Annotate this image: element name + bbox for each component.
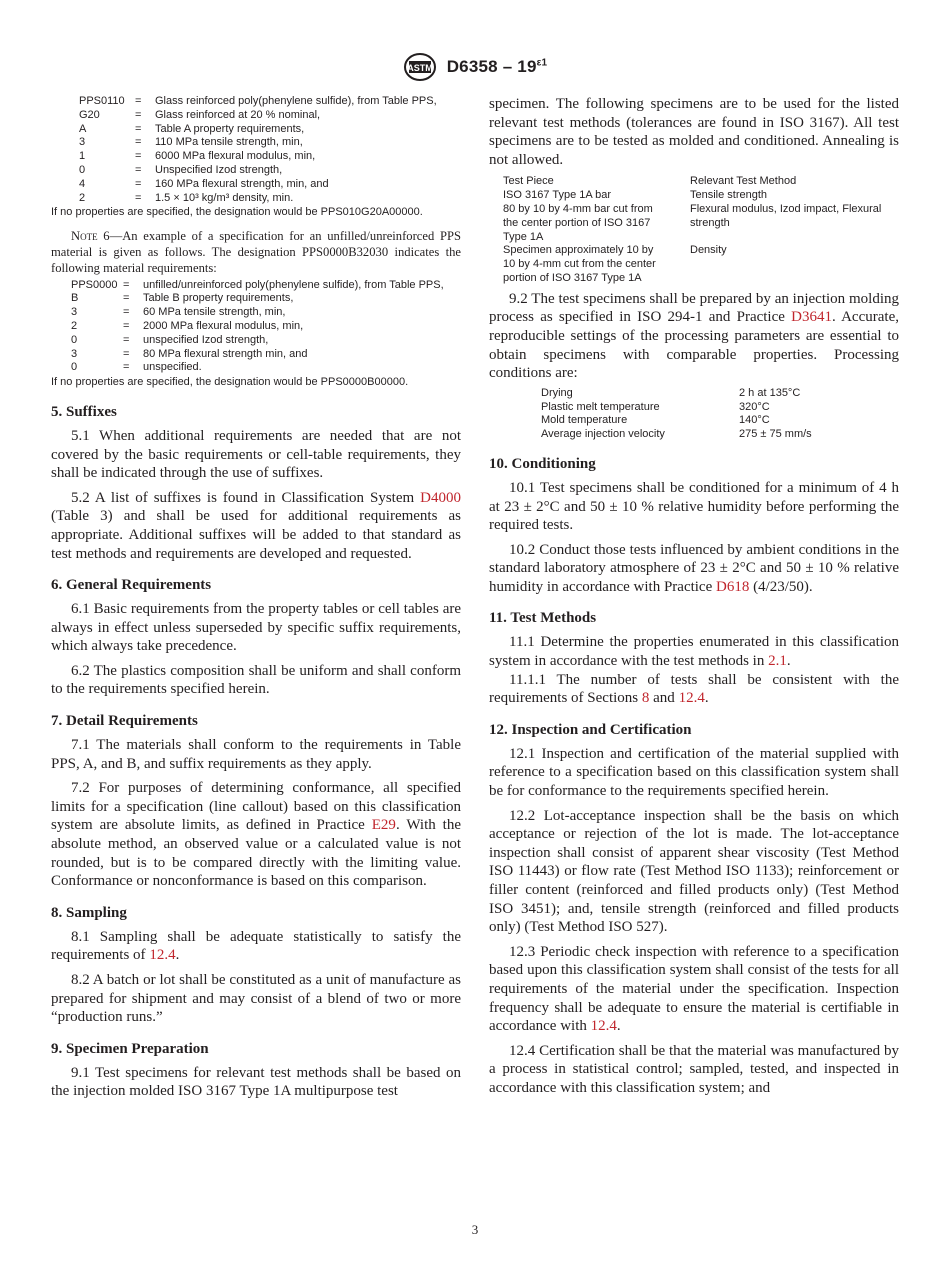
condition-name: Average injection velocity: [541, 428, 665, 441]
designation-desc: 6000 MPa flexural modulus, min,: [155, 150, 316, 163]
designation-eq: =: [123, 319, 130, 332]
para-9-2: 9.2 The test specimens shall be prepared by an injection molding process as specified in ISO 294-1 and Practice D3641. Accurate, reproducible settings of the processing parameters are essential to obtain specimens with comparable properties. Processing conditions are:: [489, 290, 899, 382]
para-9-1: 9.1 Test specimens for relevant test methods shall be based on the injection molded ISO 3167 Type 1A multipurpose test: [51, 1064, 461, 1100]
designation-desc: Glass reinforced at 20 % nominal,: [155, 108, 321, 121]
section-5-title: 5. Suffixes: [51, 403, 117, 420]
test-piece-table: [503, 175, 890, 285]
link-d4000[interactable]: D4000: [420, 489, 461, 506]
section-12-title: 12. Inspection and Certification: [489, 721, 692, 738]
para-12-1: 12.1 Inspection and certification of the material supplied with reference to a specification based on this classification system shall be for conformance to the requirements specified herein.: [489, 745, 899, 800]
designation-code: PPS0000: [71, 278, 118, 291]
designation-eq: =: [135, 122, 142, 135]
condition-value: 140°C: [739, 414, 770, 427]
condition-row: [541, 387, 879, 401]
designation-row: [71, 279, 461, 293]
designation: $D6358 - 19^{\varepsilon 1}$: [446, 57, 548, 76]
table-row: [503, 203, 890, 244]
para-8-1: 8.1 Sampling shall be adequate statistically to satisfy the requirements of 12.4.: [51, 928, 461, 964]
designation-eq: =: [135, 95, 142, 107]
link-d3641[interactable]: D3641: [791, 309, 832, 326]
condition-value: 2 h at 135°C: [739, 386, 801, 399]
designation-code: 0: [79, 163, 86, 176]
designation-row: [71, 320, 461, 334]
designation-list-2: [71, 279, 461, 376]
para-8-2: 8.2 A batch or lot shall be constituted as a unit of manufacture as prepared for shipment and may consist of a blend of two or more “production runs.”: [51, 972, 461, 1026]
header-test-piece: Test Piece: [503, 175, 554, 188]
designation-code: 1: [79, 150, 86, 163]
para-11-1-1: 11.1.1 The number of tests shall be consistent with the requirements of Sections 8 and 12.4.: [489, 671, 899, 707]
designation-eq: =: [123, 306, 130, 319]
condition-row: [541, 414, 879, 428]
designation-desc: Table B property requirements,: [143, 292, 294, 305]
test-method-cell: Flexural modulus, Izod impact, Flexural strength: [690, 202, 882, 229]
designation-eq: =: [123, 347, 130, 360]
designation-row: [71, 361, 461, 375]
para-11-1: 11.1 Determine the properties enumerated in this classification system in accordance with the test methods in 2.1.: [489, 634, 899, 670]
designation-desc: unspecified Izod strength,: [143, 333, 269, 346]
designation-desc: 1.5 × 10³ kg/m³ density, min.: [155, 191, 294, 204]
link-e29[interactable]: E29: [371, 817, 396, 834]
designation-desc: Unspecified Izod strength,: [155, 163, 283, 176]
link-12-4[interactable]: 12.4: [678, 690, 705, 707]
para-10-1: 10.1 Test specimens shall be conditioned for a minimum of 4 h at 23 ± 2°C and 50 ± 10 % relative humidity before performing the required tests.: [489, 479, 899, 534]
condition-row: [541, 401, 879, 415]
designation-eq: =: [135, 108, 142, 121]
test-piece-cell: ISO 3167 Type 1A bar: [503, 189, 612, 202]
designation-code: A: [79, 122, 87, 135]
designation-desc: Table A property requirements,: [155, 122, 305, 135]
link-12-4[interactable]: 12.4: [149, 947, 176, 964]
header-relevant-test-method: Relevant Test Method: [690, 175, 797, 188]
para-9-1-continued: specimen. The following specimens are to be used for the listed relevant test methods (tolerances are found in ISO 3167). All test specimens are to be tested as molded and conditioned. Annealing is not allowed.: [489, 96, 899, 168]
designation-eq: =: [123, 361, 130, 374]
test-piece-cell: Specimen approximately 10 by 10 by 4-mm cut from the center portion of ISO 3167 Type 1A: [503, 244, 656, 284]
designation-row: [79, 164, 461, 178]
designation-desc: 80 MPa flexural strength min, and: [143, 347, 308, 360]
para-7-1: 7.1 The materials shall conform to the requirements in Table PPS, A, and B, and suffix requirements as they apply.: [51, 737, 461, 772]
test-piece-cell: 80 by 10 by 4-mm bar cut from the center portion of ISO 3167 Type 1A: [503, 202, 653, 243]
designation-code: G20: [79, 108, 100, 121]
para-5-1: 5.1 When additional requirements are needed that are not covered by the basic requirements or cell-table requirements, they shall be indicated through the use of suffixes.: [51, 427, 461, 482]
designation-superscript: ε1: [536, 57, 548, 69]
condition-name: Drying: [541, 386, 573, 399]
para-12-4: 12.4 Certification shall be that the material was manufactured by a process in statistical control; sampled, tested, and inspected in accordance with this classification system; and: [489, 1042, 899, 1096]
astm-logo-icon: [403, 52, 437, 82]
designation-code: 2: [79, 191, 86, 204]
section-11-title: 11. Test Methods: [489, 610, 597, 627]
designation-eq: =: [135, 163, 142, 176]
para-12-2: 12.2 Lot-acceptance inspection shall be the basis on which acceptance or rejection of the lot is made. The lot-acceptance inspection shall consist of apparent shear viscosity (Test Method ISO 11443) or flow rate (Test Method ISO 1133); reinforcement or filler content (reinforced and filled products only) (Test Method ISO 3451); and, tensile strength (reinforced and filled products only) (Test Method ISO 527).: [489, 807, 899, 936]
condition-name: Mold temperature: [541, 414, 628, 427]
link-2-1[interactable]: 2.1: [768, 653, 787, 670]
designation-code: 0: [71, 361, 78, 374]
link-d618[interactable]: D618: [716, 578, 750, 595]
designation-code: 4: [79, 177, 86, 190]
condition-row: [541, 428, 879, 442]
designation-desc: 2000 MPa flexural modulus, min,: [143, 319, 304, 332]
designation-list-1: [79, 95, 461, 205]
designation-code: B: [71, 292, 79, 305]
section-10-title: 10. Conditioning: [489, 455, 596, 472]
designation-row: [71, 292, 461, 306]
designation-desc: 110 MPa tensile strength, min,: [155, 136, 303, 149]
designation-code: 3: [71, 347, 78, 360]
designation-desc: Glass reinforced poly(phenylene sulfide), from Table PPS,: [155, 95, 437, 107]
designation-code: 0: [71, 333, 78, 346]
test-method-cell: Density: [690, 244, 727, 257]
condition-value: 275 ± 75 mm/s: [739, 428, 812, 441]
para-12-3: 12.3 Periodic check inspection with reference to a specification based upon this classification system shall consist of the tests for all requirements of the material under the specification. Inspection frequency shall be adequate to ensure the material is certifiable in accordance with 12.4.: [489, 943, 899, 1035]
processing-conditions-table: [541, 387, 879, 442]
designation-desc: unspecified.: [143, 361, 202, 374]
section-8-title: 8. Sampling: [51, 904, 127, 921]
para-6-2: 6.2 The plastics composition shall be uniform and shall conform to the requirements specified herein.: [51, 662, 461, 698]
designation-row: [71, 334, 461, 348]
para-5-2: 5.2 A list of suffixes is found in Classification System D4000 (Table 3) and shall be used for additional requirements as appropriate. Additional suffixes will be added to that standard as test methods and requirements are developed and requested.: [51, 489, 461, 562]
list2-noprop-text: If no properties are specified, the designation would be PPS0000B00000.: [51, 376, 409, 389]
note-6: Note 6—An example of a specification for an unfilled/unreinforced PPS material is given as follows. The designation PPS0000B32030 indicates the following material requirements:: [51, 229, 461, 275]
condition-name: Plastic melt temperature: [541, 400, 660, 413]
designation-code: 2: [71, 319, 78, 332]
list1-noprop-text: If no properties are specified, the designation would be PPS010G20A00000.: [51, 206, 423, 219]
para-7-2: 7.2 For purposes of determining conformance, all specified limits for a specification (line callout) based on this classification system are absolute limits, as defined in Practice E29. With the absolute method, an observed value or a calculated value is not rounded, but is to be compared directly with the limiting value. Conformance or nonconformance is based on this comparison.: [51, 780, 461, 890]
section-6-title: 6. General Requirements: [51, 577, 212, 594]
designation-eq: =: [135, 177, 142, 190]
test-method-cell: Tensile strength: [690, 189, 768, 202]
left-column: [51, 95, 461, 1101]
designation-row: [79, 178, 461, 192]
designation-row: [79, 192, 461, 206]
designation-desc: 60 MPa tensile strength, min,: [143, 306, 286, 319]
designation-row: [79, 95, 461, 109]
section-7-title: 7. Detail Requirements: [51, 713, 198, 730]
condition-value: 320°C: [739, 400, 770, 413]
designation-row: [79, 109, 461, 123]
designation-desc: unfilled/unreinforced poly(phenylene sulfide), from Table PPS,: [143, 278, 444, 291]
designation-eq: =: [135, 191, 142, 204]
designation-desc: 160 MPa flexural strength, min, and: [155, 177, 329, 190]
designation-row: [79, 123, 461, 137]
designation-eq: =: [135, 136, 142, 149]
designation-eq: =: [123, 333, 130, 346]
designation-eq: =: [123, 292, 130, 305]
designation-code: 3: [79, 136, 86, 149]
para-6-1: 6.1 Basic requirements from the property tables or cell tables are always in effect unless superseded by specific suffix requirements, which always take precedence.: [51, 601, 461, 655]
link-12-4[interactable]: 12.4: [590, 1018, 617, 1035]
svg-text:ASTM: ASTM: [406, 63, 433, 73]
table-row: [503, 189, 890, 203]
table-row: [503, 244, 890, 285]
designation-row: [71, 348, 461, 362]
page-header: [0, 52, 950, 82]
link-section-8[interactable]: 8: [641, 690, 650, 707]
designation-eq: =: [123, 278, 130, 291]
table-header-row: [503, 175, 890, 189]
designation-row: [79, 150, 461, 164]
designation-code: 3: [71, 306, 78, 319]
designation-eq: =: [135, 150, 142, 163]
right-column: [489, 95, 899, 1098]
designation-row: [79, 136, 461, 150]
designation-code: PPS0110: [79, 95, 125, 107]
page-number: 3: [471, 1222, 479, 1237]
para-10-2: 10.2 Conduct those tests influenced by ambient conditions in the standard laboratory atmosphere of 23 ± 2°C and 50 ± 10 % relative humidity in accordance with Practice D618 (4/23/50).: [489, 541, 899, 595]
section-9-title: 9. Specimen Preparation: [51, 1040, 209, 1057]
designation-row: [71, 306, 461, 320]
